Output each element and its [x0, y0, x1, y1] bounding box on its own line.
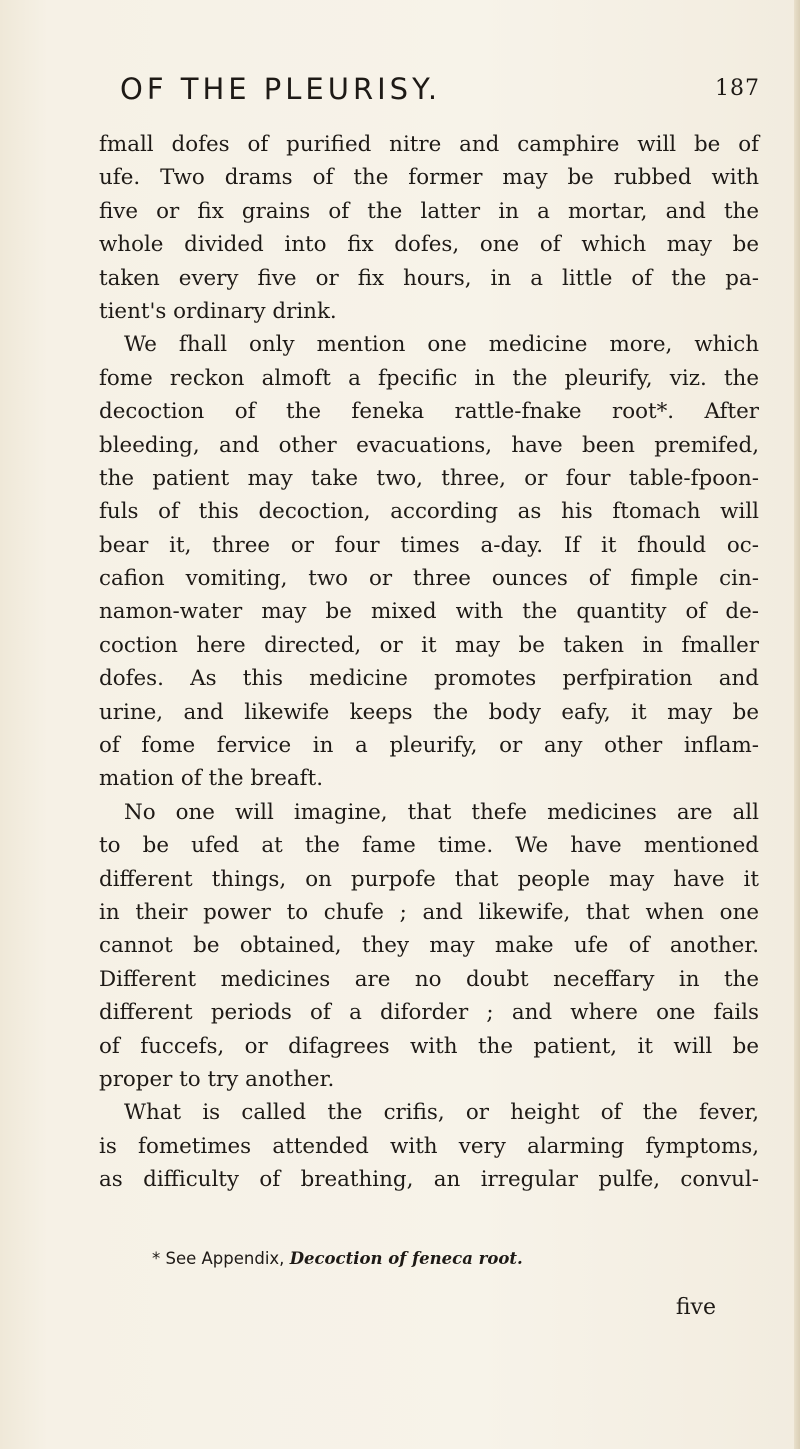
text-line: taken every five or fix hours, in a little of the pa-: [99, 265, 759, 291]
text-line: We fhall only mention one medicine more, which: [124, 332, 759, 358]
text-line: No one will imagine, that thefe medicines are all: [124, 799, 759, 825]
page-edge-shadow: [794, 0, 800, 1449]
chapter-title: OF THE PLEURISY.: [120, 72, 442, 106]
text-line: different things, on purpofe that people may have it: [99, 866, 759, 892]
text-line: coction here directed, or it may be taken in fmaller: [99, 632, 759, 658]
text-line: tient's ordinary drink.: [99, 298, 337, 324]
footnote-title: Decoction of feneca root.: [289, 1249, 523, 1268]
text-line: cafion vomiting, two or three ounces of fimple cin-: [99, 566, 759, 592]
text-line: different periods of a diforder ; and where one fails: [99, 1000, 759, 1026]
text-line: whole divided into fix dofes, one of which may be: [99, 232, 759, 258]
text-line: as difficulty of breathing, an irregular pulfe, convul-: [99, 1167, 759, 1193]
text-line: is fometimes attended with very alarming fymptoms,: [99, 1133, 759, 1159]
text-line: of fome fervice in a pleurify, or any other inflam-: [99, 733, 759, 759]
body-text: [99, 128, 759, 1197]
catchword: five: [675, 1295, 716, 1320]
running-head: [120, 72, 760, 112]
text-line: fome reckon almoft a fpecific in the pleurify, viz. the: [99, 365, 759, 391]
text-line: proper to try another.: [99, 1066, 335, 1092]
text-line: dofes. As this medicine promotes perfpiration and: [99, 666, 759, 692]
text-line: cannot be obtained, they may make ufe of another.: [99, 933, 759, 959]
text-line: urine, and likewife keeps the body eafy, it may be: [99, 699, 759, 725]
text-line: ufe. Two drams of the former may be rubbed with: [99, 165, 759, 191]
text-line: fuls of this decoction, according as his ftomach will: [99, 499, 759, 525]
footnote-prefix: See Appendix,: [165, 1249, 285, 1268]
text-line: What is called the crifis, or height of the fever,: [124, 1100, 759, 1126]
text-line: five or fix grains of the latter in a mortar, and the: [99, 198, 759, 224]
footnote: [152, 1246, 712, 1272]
text-line: bear it, three or four times a-day. If it fhould oc-: [99, 532, 759, 558]
text-line: to be ufed at the fame time. We have mentioned: [99, 833, 759, 859]
text-line: bleeding, and other evacuations, have been premifed,: [99, 432, 759, 458]
text-line: namon-water may be mixed with the quantity of de-: [99, 599, 759, 625]
text-line: decoction of the feneka rattle-fnake root*. After: [99, 399, 759, 425]
text-line: in their power to chufe ; and likewife, that when one: [99, 899, 759, 925]
text-line: the patient may take two, three, or four table-fpoon-: [99, 465, 759, 491]
text-line: Different medicines are no doubt neceffary in the: [99, 966, 759, 992]
text-line: of fuccefs, or difagrees with the patient, it will be: [99, 1033, 759, 1059]
text-line: mation of the breaft.: [99, 766, 323, 792]
footnote-marker: *: [152, 1249, 161, 1268]
text-line: fmall dofes of purified nitre and camphire will be of: [99, 132, 759, 157]
page-number: 187: [715, 76, 760, 101]
